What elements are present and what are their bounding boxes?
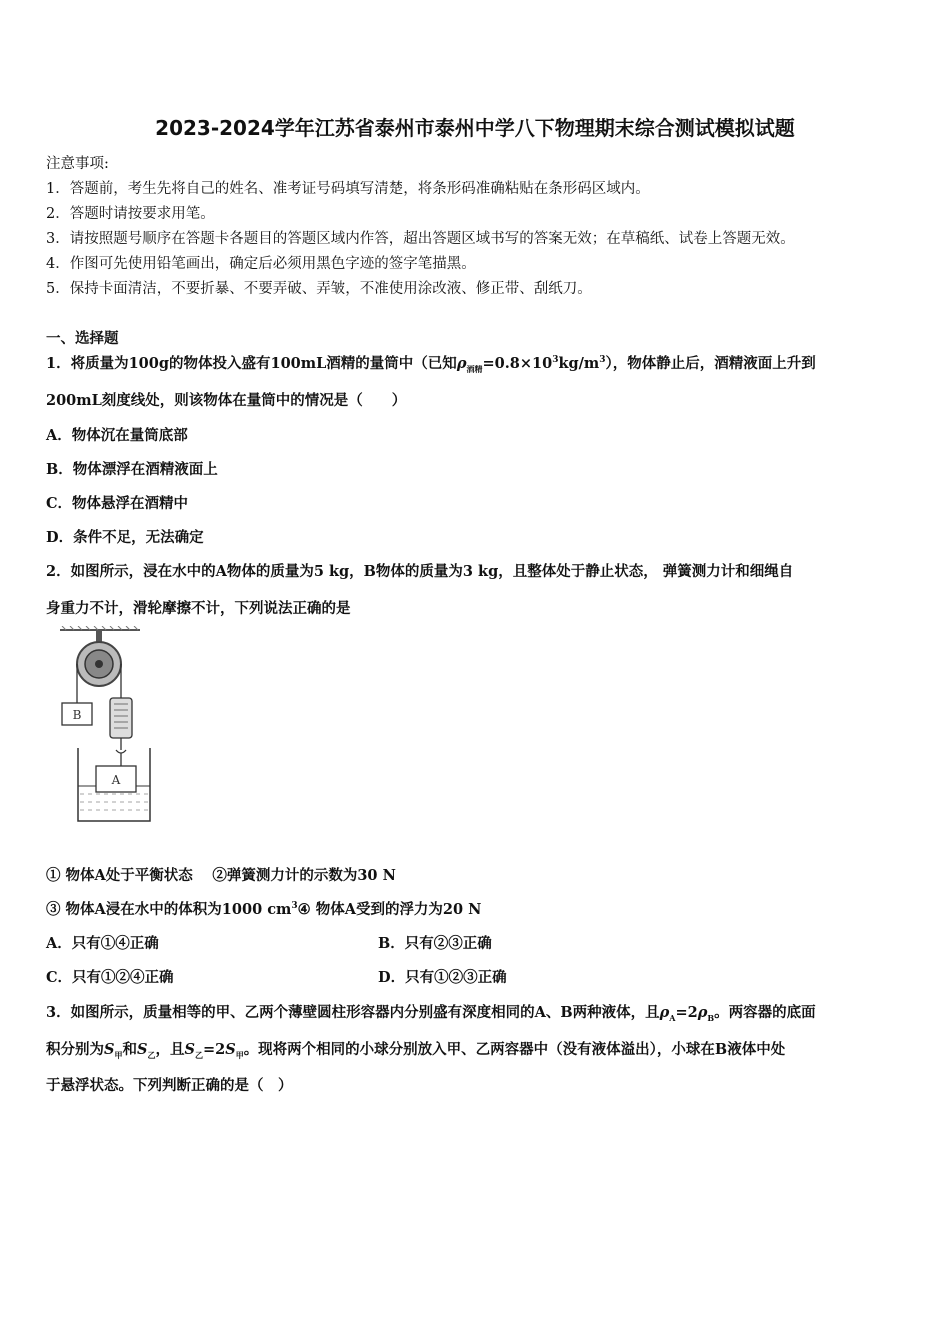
question-2-line-2: 身重力不计，滑轮摩擦不计，下列说法正确的是 — [46, 600, 351, 617]
notice-item: 4．作图可先使用铅笔画出，确定后必须用黑色字迹的签字笔描黑。 — [46, 256, 476, 272]
question-2-statement-1: ① 物体A处于平衡状态 ②弹簧测力计的示数为30 N — [46, 867, 396, 884]
question-2-option-b: B．只有②③正确 — [378, 935, 492, 952]
question-2-option-c: C．只有①②④正确 — [46, 969, 174, 986]
notice-item: 2．答题时请按要求用笔。 — [46, 206, 215, 222]
question-2-option-d: D．只有①②③正确 — [378, 969, 507, 986]
question-2-line-1: 2．如图所示，浸在水中的A物体的质量为5 kg，B物体的质量为3 kg，且整体处于静止状态， 弹簧测力计和细绳自 — [46, 563, 794, 580]
question-3-line-1: 3．如图所示，质量相等的甲、乙两个薄壁圆柱形容器内分别盛有深度相同的A、B两种液体，且$\rho_A=2\rho_B$。两容器的底面 — [46, 1004, 816, 1023]
pulley-figure — [50, 626, 155, 826]
question-3-line-2: 积分别为$S_甲$和$S_乙$，且$S_乙=2S_甲$。现将两个相同的小球分别放入甲、乙两容器中（没有液体溢出），小球在B液体中处 — [46, 1041, 786, 1060]
question-1-line-2: 200mL刻度线处，则该物体在量筒中的情况是（ ） — [46, 392, 407, 409]
question-2-option-a: A．只有①④正确 — [46, 935, 159, 952]
notice-item: 5．保持卡面清洁，不要折暴、不要弄破、弄皱，不准使用涂改液、修正带、刮纸刀。 — [46, 281, 592, 297]
page-title: 2023-2024学年江苏省泰州市泰州中学八下物理期末综合测试模拟试题 — [155, 116, 795, 140]
section-heading: 一、选择题 — [46, 330, 119, 347]
question-1-option-d: D．条件不足，无法确定 — [46, 529, 204, 546]
question-1-option-b: B．物体漂浮在酒精液面上 — [46, 461, 218, 478]
notice-item: 3．请按照题号顺序在答题卡各题目的答题区域内作答，超出答题区域书写的答案无效；在草稿纸、试卷上答题无效。 — [46, 231, 795, 247]
block-b-label: B — [72, 708, 82, 722]
question-1-line-1: 1．将质量为100g的物体投入盛有100mL酒精的量筒中（已知$\rho_{酒精}=0.8\times 10^3kg/m^3$），物体静止后，酒精液面上升到 — [46, 355, 816, 374]
question-2-statement-2: ③ 物体A浸在水中的体积为1000 $cm^3④$ 物体A受到的浮力为20 N — [46, 901, 482, 918]
notice-heading: 注意事项: — [46, 156, 109, 172]
question-1-option-a: A．物体沉在量筒底部 — [46, 427, 188, 444]
question-3-line-3: 于悬浮状态。下列判断正确的是（ ） — [46, 1077, 293, 1094]
block-a-label: A — [111, 773, 121, 787]
notice-item: 1．答题前，考生先将自己的姓名、准考证号码填写清楚，将条形码准确粘贴在条形码区域内。 — [46, 181, 650, 197]
question-1-option-c: C．物体悬浮在酒精中 — [46, 495, 189, 512]
